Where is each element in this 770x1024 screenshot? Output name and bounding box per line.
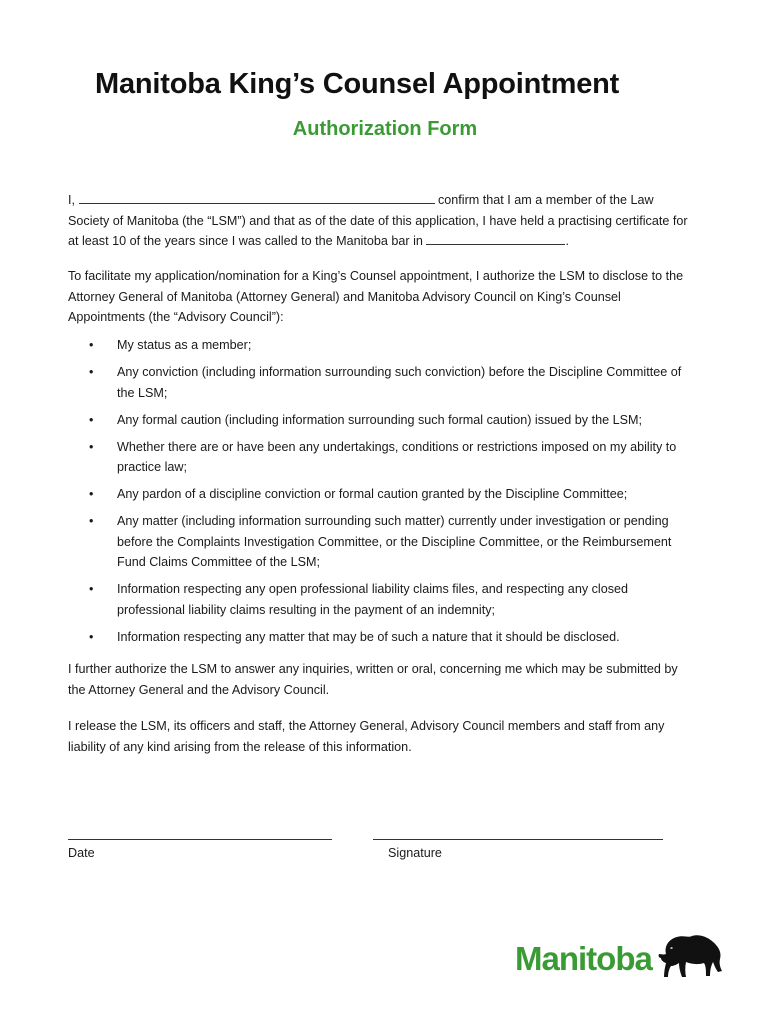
list-item: • Information respecting any open professional liability claims files, and respecting any closed professional liability claims resulting in the payment of an indemnity;	[88, 579, 698, 620]
further-authorization-paragraph: I further authorize the LSM to answer any inquiries, written or oral, concerning me which may be submitted by the Attorney General and the Advisory Council.	[68, 662, 678, 697]
date-input-line[interactable]	[68, 839, 332, 840]
signature-input-line[interactable]	[373, 839, 663, 840]
date-label: Date	[68, 846, 95, 860]
bison-icon	[658, 934, 726, 980]
list-item: • Any formal caution (including information surrounding such formal caution) issued by the LSM;	[88, 410, 698, 431]
list-item: • My status as a member;	[88, 335, 698, 356]
list-item: • Information respecting any matter that may be of such a nature that it should be disclosed.	[88, 627, 698, 648]
call-year-blank-field[interactable]	[426, 231, 565, 245]
para1-suffix: .	[565, 234, 569, 248]
disclosure-list	[88, 335, 698, 654]
manitoba-logo	[515, 934, 730, 984]
release-paragraph: I release the LSM, its officers and staff, the Attorney General, Advisory Council members and staff from any liability of any kind arising from the release of this information.	[68, 719, 665, 754]
list-item: • Any conviction (including information surrounding such conviction) before the Discipline Committee of the LSM;	[88, 362, 698, 403]
list-item: • Any matter (including information surrounding such matter) currently under investigation or pending before the Complaints Investigation Committee, or the Discipline Committee, or the Reimbursement Fund Claims Committee of the LSM;	[88, 511, 698, 573]
member-confirmation-paragraph	[68, 190, 698, 252]
page-title: Manitoba King’s Counsel Appointment	[95, 68, 620, 100]
logo-wordmark: Manitoba	[515, 940, 652, 977]
list-item: • Any pardon of a discipline conviction or formal caution granted by the Discipline Committee;	[88, 484, 698, 505]
disclosure-paragraph: To facilitate my application/nomination for a King’s Counsel appointment, I authorize the LSM to disclose to the Attorney General of Manitoba (Attorney General) and Manitoba Advisory Council on King’s Counsel Appointments (the “Advisory Council”):	[68, 269, 684, 324]
para1-prefix: I,	[68, 193, 75, 207]
list-item: • Whether there are or have been any undertakings, conditions or restrictions imposed on my ability to practice law;	[88, 437, 698, 478]
name-blank-field[interactable]	[79, 190, 435, 204]
signature-label: Signature	[388, 846, 442, 860]
para1-body: confirm that I am a member of the Law Society of Manitoba (the “LSM”) and that as of the date of this application, I have held a practising certificate for at least 10 of the years since I was called to the Manitoba bar in	[68, 193, 688, 248]
form-subtitle: Authorization Form	[292, 118, 478, 140]
